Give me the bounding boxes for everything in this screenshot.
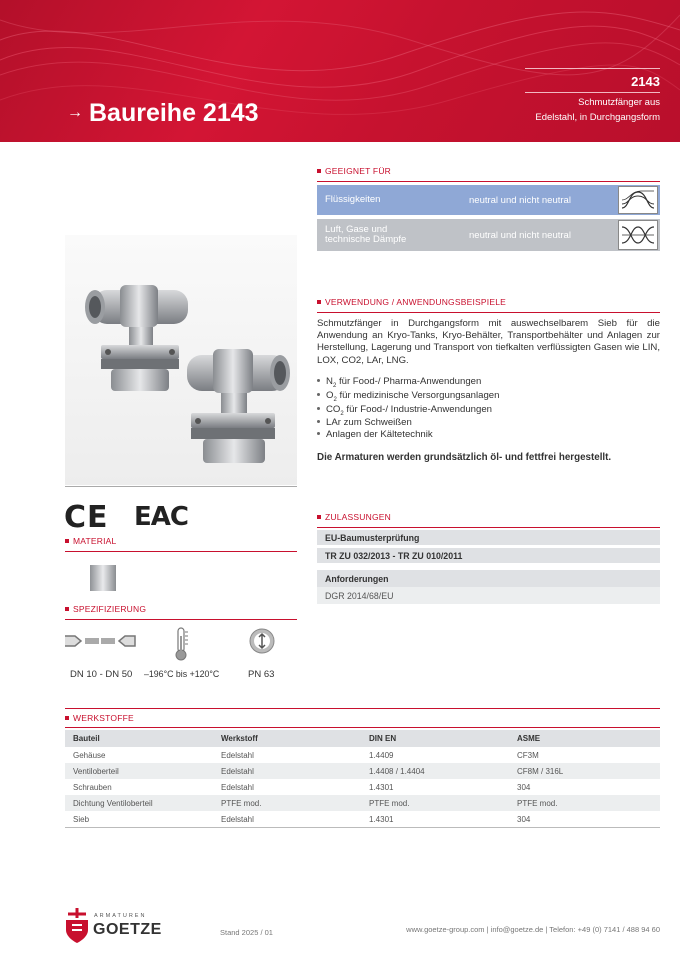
product-image [65, 235, 297, 485]
column-header: ASME [509, 730, 660, 747]
usage-bullet: $CO_2$ für Food-/ Industrie-Anwendungen [317, 404, 492, 417]
table-cell: 1.4409 [369, 750, 394, 760]
spec-temperature-label: –196°C bis +120°C [144, 669, 220, 679]
suitable-medium: Flüssigkeiten [325, 194, 381, 205]
goetze-logo [64, 908, 164, 948]
title-arrow-icon: → [67, 104, 83, 121]
table-cell: CF3M [517, 750, 539, 760]
table-row [65, 747, 660, 763]
usage-bullet: $O_2$ für medizinische Versorgungsanlagen [317, 390, 499, 403]
section-heading-materials: WERKSTOFFE [65, 713, 134, 725]
header-divider [525, 68, 660, 69]
page-title: Baureihe 2143 [89, 99, 259, 127]
table-cell: CF8M / 316L [509, 763, 660, 779]
section-divider [65, 551, 297, 552]
table-cell: 304 [517, 814, 531, 824]
stainless-steel-swatch [90, 565, 116, 591]
liquid-wave-icon [618, 186, 658, 214]
table-cell: Edelstahl [213, 763, 361, 779]
table-cell: PTFE mod. [361, 795, 509, 811]
pressure-icon [249, 628, 275, 659]
table-cell: Edelstahl [221, 814, 254, 824]
divider [65, 486, 297, 487]
section-divider [65, 708, 660, 709]
table-row [65, 795, 660, 811]
usage-bullet: Anlagen der Kältetechnik [317, 429, 433, 440]
suitable-row-liquid [317, 185, 660, 215]
oil-free-note: Die Armaturen werden grundsätzlich öl- und fettfrei hergestellt. [317, 452, 612, 463]
table-row [65, 763, 660, 779]
table-row [65, 811, 660, 827]
section-divider [317, 527, 660, 528]
section-divider [65, 727, 660, 728]
table-cell: Gehäuse [73, 750, 106, 760]
table-header-row [65, 730, 660, 747]
suitable-medium [325, 219, 406, 251]
approval-row: DGR 2014/68/EU [317, 587, 660, 604]
suitable-medium-line: technische Dämpfe [325, 234, 407, 245]
footer-stand: Stand 2025 / 01 [220, 928, 273, 937]
section-divider [317, 181, 660, 182]
logo-text: GOETZE [93, 921, 162, 938]
section-divider [65, 619, 297, 620]
header-banner [0, 0, 680, 142]
ce-mark: CE [64, 500, 109, 535]
suitable-medium-line: Luft, Gase und [325, 224, 388, 235]
table-cell: 304 [517, 782, 531, 792]
column-header: Werkstoff [213, 730, 361, 747]
column-header: DIN EN [361, 730, 509, 747]
series-number: 2143 [631, 74, 660, 89]
table-cell: 1.4408 / 1.4404 [361, 763, 509, 779]
table-cell: 1.4301 [369, 814, 394, 824]
table-cell: Schrauben [73, 782, 112, 792]
table-cell: Edelstahl [221, 782, 254, 792]
usage-bullet: LAr zum Schweißen [317, 417, 412, 428]
suitable-spec: neutral und nicht neutral [469, 229, 571, 241]
table-row [65, 779, 660, 795]
table-cell: 1.4301 [369, 782, 394, 792]
column-header: Bauteil [65, 730, 213, 747]
header-subtitle: Edelstahl, in Durchgangsform [535, 112, 660, 123]
section-heading-suitable: GEEIGNET FÜR [317, 166, 391, 178]
pipe-size-icon [65, 632, 141, 655]
section-heading-approvals: ZULASSUNGEN [317, 512, 391, 524]
spec-dn-label: DN 10 - DN 50 [70, 669, 133, 680]
divider [65, 827, 660, 828]
table-cell: Sieb [73, 814, 90, 824]
header-divider [525, 92, 660, 93]
thermometer-icon [171, 626, 191, 667]
suitable-spec: neutral und nicht neutral [469, 194, 571, 206]
spec-pressure-label: PN 63 [248, 669, 275, 680]
table-cell: Ventiloberteil [65, 763, 213, 779]
gas-wave-icon [618, 220, 658, 250]
materials-table [65, 730, 660, 827]
usage-text: Schmutzfänger in Durchgangsform mit auswechselbarem Sieb für die Anwendung an Kryo-Tanks, Kryo-Behälter, Transportbehälter und Anlagen zur Herstellung, Lagerung und Transport von tiefkalten verflüssigten Gasen wie LIN, LOX, CO2, LAr, LNG. [317, 318, 660, 366]
suitable-row-gas [317, 219, 660, 251]
section-heading-spec: SPEZIFIZIERUNG [65, 604, 146, 616]
approval-row: TR ZU 032/2013 - TR ZU 010/2011 [317, 548, 660, 563]
table-cell: Edelstahl [221, 750, 254, 760]
approval-row: Anforderungen [317, 570, 660, 587]
section-heading-usage: VERWENDUNG / ANWENDUNGSBEISPIELE [317, 297, 506, 309]
approval-row: EU-Baumusterprüfung [317, 530, 660, 545]
header-subtitle: Schmutzfänger aus [578, 97, 660, 108]
table-cell: PTFE mod. [509, 795, 660, 811]
section-heading-material: MATERIAL [65, 536, 116, 548]
table-cell: PTFE mod. [213, 795, 361, 811]
goetze-shield-icon [64, 908, 90, 944]
usage-bullet: $N_2$ für Food-/ Pharma-Anwendungen [317, 376, 481, 389]
eac-mark: EAC [134, 502, 188, 532]
footer-contact: www.goetze-group.com | info@goetze.de | Telefon: +49 (0) 7141 / 488 94 60 [406, 925, 660, 934]
table-cell: Dichtung Ventiloberteil [65, 795, 213, 811]
section-divider [317, 312, 660, 313]
logo-subtext: ARMATUREN [94, 913, 147, 919]
